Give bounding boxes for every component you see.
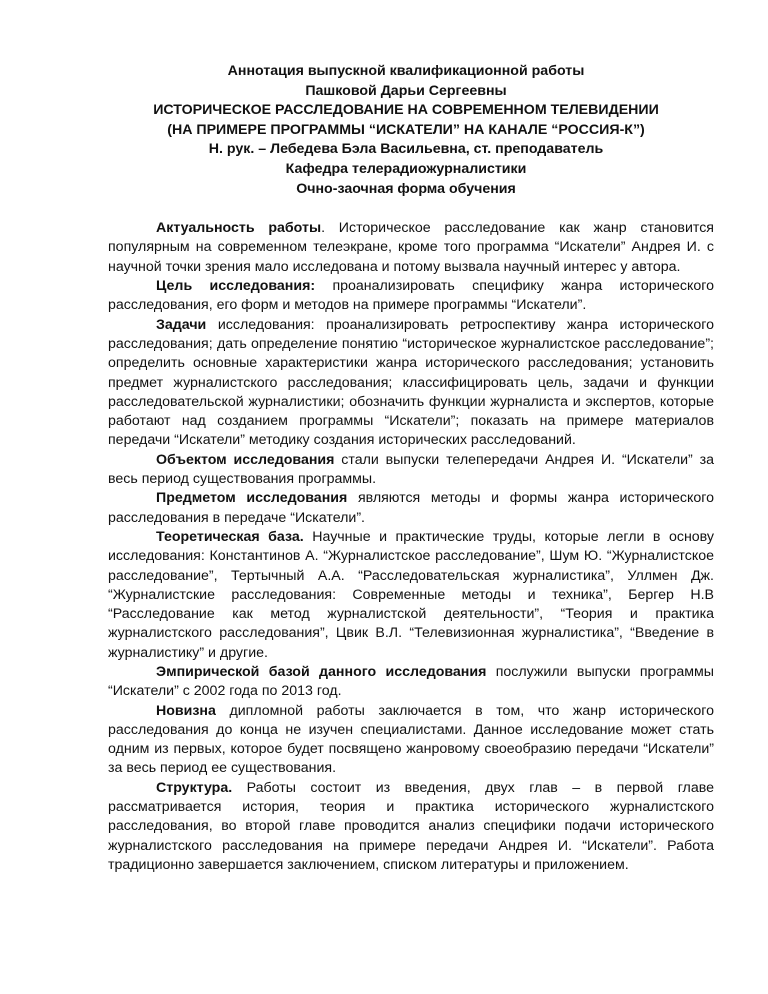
object-paragraph	[108, 451, 714, 490]
empirical-label: Эмпирической базой данного исследования	[156, 663, 487, 680]
tasks-text: исследования: проанализировать ретроспективу жанра исторического расследования; дать определение понятию “историческое журналистское расследование”; определить основные характеристики жанра исторического расследования; установить предмет журналистского расследования; классифицировать цель, задачи и функции расследовательской журналистики; обозначить функции журналиста и экспертов, которые работают над созданием программы “Искатели”; показать на примере материалов передачи “Искатели” методику создания исторических расследований.	[108, 316, 714, 449]
theory-text: Научные и практические труды, которые легли в основу исследования: Константинов А. “Журналистское расследование”, Шум Ю. “Журналистское расследование”, Тертычный А.А. “Расследовательская журналистика”, Уллмен Дж. “Журналистские расследования: Современные методы и техника”, Бергер Н.В “Расследование как метод журналистской деятельности”, “Теория и практика журналистского расследования”, Цвик В.Л. “Телевизионная журналистика”, “Введение в журналистику” и другие.	[108, 528, 715, 661]
author-name: Пашковой Дарьи Сергеевны	[305, 82, 507, 99]
empirical-paragraph	[108, 663, 714, 702]
object-label: Объектом исследования	[156, 451, 335, 468]
goal-paragraph	[108, 277, 714, 316]
goal-label: Цель исследования:	[156, 278, 316, 295]
structure-paragraph	[108, 779, 714, 875]
object-text: стали выпуски телепередачи Андрея И. “Искатели” за весь период существования программы.	[108, 451, 714, 488]
supervisor: Н. рук. – Лебедева Бэла Васильевна, ст. преподаватель	[208, 141, 604, 158]
relevance-text: . Историческое расследование как жанр становится популярным на современном телеэкране, кроме того программа “Искатели” Андрея И. с научной точки зрения мало исследована и потому вызвала научный интерес у автора.	[108, 220, 714, 275]
goal-text: проанализировать специфику жанра исторического расследования, его форм и методов на примере программы “Искатели”.	[108, 278, 714, 314]
novelty-text: дипломной работы заключается в том, что жанр исторического расследования до конца не изучен специалистами. Данное исследование может стать одним из первых, которое будет посвящено жанровому своеобразию передачи “Искатели” за весь период ее существования.	[108, 702, 714, 777]
department: Кафедра телерадиожурналистики	[285, 160, 527, 177]
novelty-paragraph	[108, 702, 714, 779]
tasks-paragraph	[108, 316, 714, 451]
relevance-paragraph	[108, 219, 714, 277]
subject-label: Предметом исследования	[156, 490, 348, 507]
structure-label: Структура.	[156, 779, 233, 796]
thesis-title: ИСТОРИЧЕСКОЕ РАССЛЕДОВАНИЕ НА СОВРЕМЕННОМ ТЕЛЕВИДЕНИИ	[153, 102, 659, 119]
subject-paragraph	[108, 489, 714, 528]
empirical-text: послужили выпуски программы “Искатели” с 2002 года по 2013 год.	[108, 663, 714, 700]
annotation-title: Аннотация выпускной квалификационной работы	[227, 63, 585, 79]
theory-paragraph	[108, 528, 714, 663]
document-body	[108, 219, 714, 875]
study-form: Очно-заочная форма обучения	[296, 180, 516, 197]
tasks-label: Задачи	[156, 316, 207, 333]
novelty-label: Новизна	[156, 702, 216, 719]
theory-label: Теоретическая база.	[156, 528, 304, 545]
structure-text: Работы состоит из введения, двух глав – в первой главе рассматривается история, теория и практика исторического журналистского расследования, во второй главе проводится анализ специфики подачи исторического журналистского расследования на примере передачи Андрея И. “Искатели”. Работа традиционно завершается заключением, списком литературы и приложением.	[108, 779, 714, 873]
subject-text: являются методы и формы жанра исторического расследования в передаче “Искатели”.	[108, 490, 714, 526]
document-header	[88, 62, 724, 199]
relevance-label: Актуальность работы	[156, 220, 322, 237]
thesis-subtitle: (НА ПРИМЕРЕ ПРОГРАММЫ “ИСКАТЕЛИ” НА КАНАЛЕ “РОССИЯ-К”)	[167, 121, 645, 138]
